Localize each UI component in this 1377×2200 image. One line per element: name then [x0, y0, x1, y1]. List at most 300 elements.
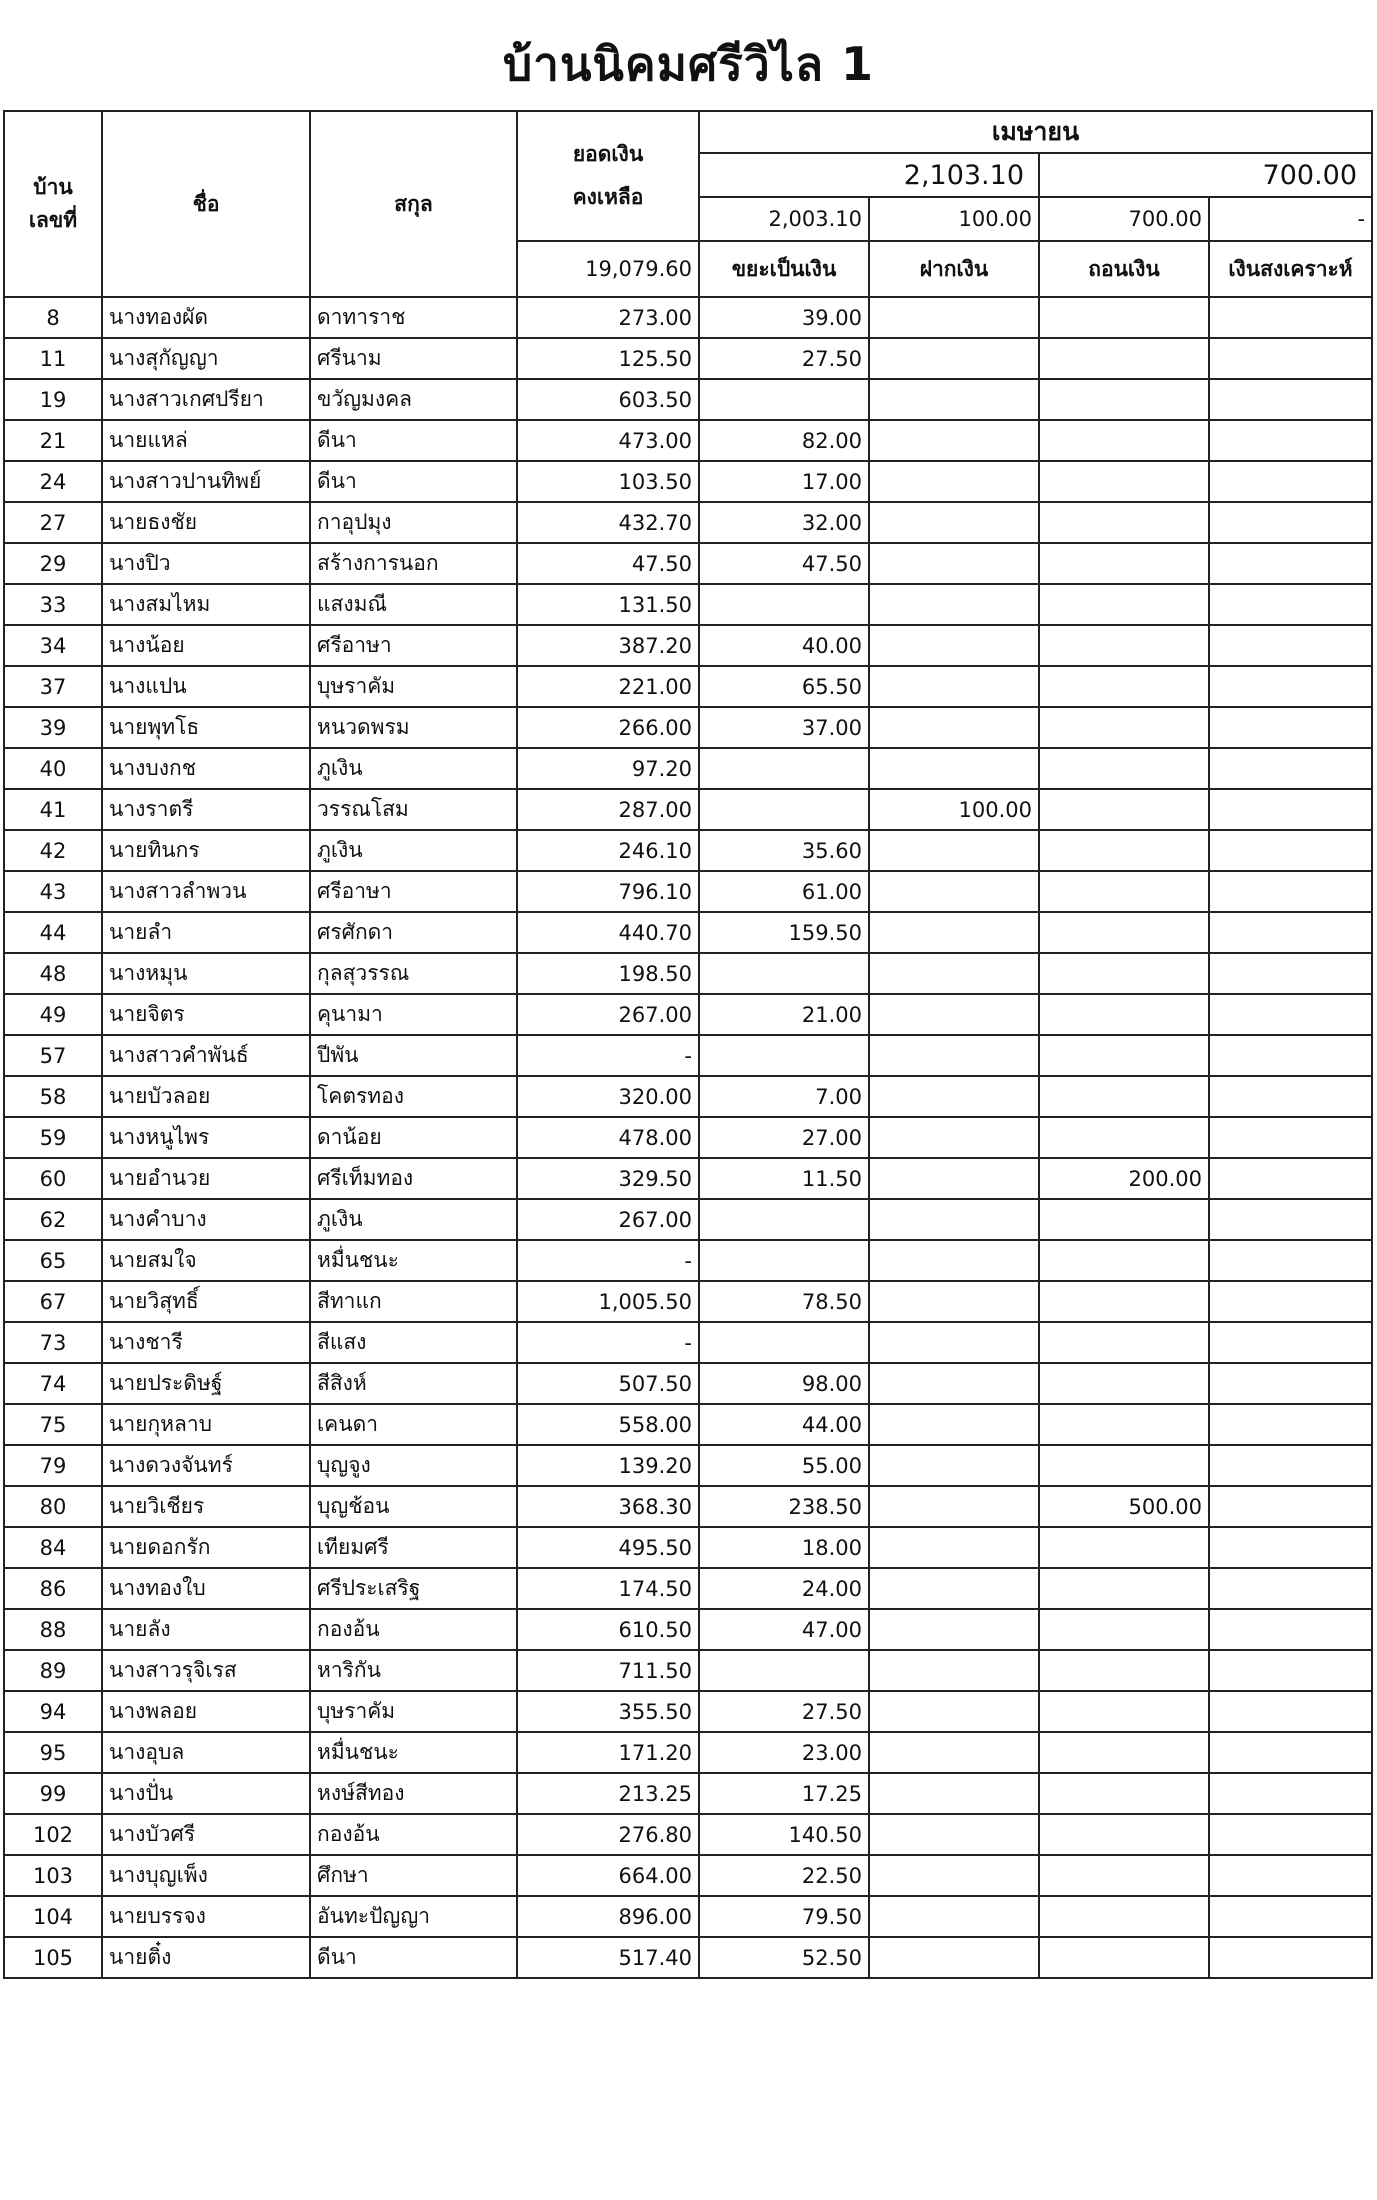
cell-welfare	[1209, 1486, 1372, 1527]
cell-welfare	[1209, 1322, 1372, 1363]
cell-deposit	[869, 1035, 1039, 1076]
cell-balance: 174.50	[517, 1568, 699, 1609]
cell-name: นางดวงจันทร์	[102, 1445, 310, 1486]
cell-name: นางชารี	[102, 1322, 310, 1363]
cell-welfare	[1209, 1691, 1372, 1732]
cell-balance: 246.10	[517, 830, 699, 871]
cell-welfare	[1209, 1076, 1372, 1117]
cell-name: นายแหล่	[102, 420, 310, 461]
cell-waste: 32.00	[699, 502, 869, 543]
cell-waste	[699, 1199, 869, 1240]
header-name: ชื่อ	[102, 111, 310, 297]
cell-surname: อันทะปัญญา	[310, 1896, 517, 1937]
header-month-total-right: 700.00	[1039, 153, 1372, 197]
cell-welfare	[1209, 543, 1372, 584]
cell-balance: 329.50	[517, 1158, 699, 1199]
cell-welfare	[1209, 871, 1372, 912]
cell-deposit	[869, 994, 1039, 1035]
cell-waste	[699, 379, 869, 420]
cell-name: นายประดิษฐ์	[102, 1363, 310, 1404]
cell-surname: ดาน้อย	[310, 1117, 517, 1158]
cell-surname: กุลสุวรรณ	[310, 953, 517, 994]
cell-waste: 27.50	[699, 1691, 869, 1732]
cell-withdraw	[1039, 1691, 1209, 1732]
cell-welfare	[1209, 1117, 1372, 1158]
cell-welfare	[1209, 1568, 1372, 1609]
cell-deposit: 100.00	[869, 789, 1039, 830]
cell-welfare	[1209, 666, 1372, 707]
cell-house-no: 58	[4, 1076, 102, 1117]
page-title: บ้านนิคมศรีวิไล 1	[502, 37, 875, 91]
cell-house-no: 27	[4, 502, 102, 543]
cell-withdraw	[1039, 994, 1209, 1035]
cell-surname: ภูเงิน	[310, 748, 517, 789]
cell-waste: 17.25	[699, 1773, 869, 1814]
cell-withdraw	[1039, 379, 1209, 420]
cell-surname: สีทาแก	[310, 1281, 517, 1322]
table-row	[4, 584, 1372, 625]
cell-name: นางราตรี	[102, 789, 310, 830]
cell-balance: 97.20	[517, 748, 699, 789]
cell-withdraw	[1039, 1199, 1209, 1240]
cell-house-no: 74	[4, 1363, 102, 1404]
cell-welfare	[1209, 584, 1372, 625]
header-house-no-line2: เลขที่	[28, 208, 78, 232]
cell-name: นางทองใบ	[102, 1568, 310, 1609]
cell-house-no: 84	[4, 1527, 102, 1568]
cell-deposit	[869, 1937, 1039, 1978]
cell-deposit	[869, 379, 1039, 420]
cell-welfare	[1209, 1240, 1372, 1281]
cell-surname: ศึกษา	[310, 1855, 517, 1896]
cell-waste: 17.00	[699, 461, 869, 502]
cell-surname: ศรศักดา	[310, 912, 517, 953]
cell-balance: -	[517, 1035, 699, 1076]
savings-ledger-table	[3, 110, 1373, 1979]
cell-name: นายสมใจ	[102, 1240, 310, 1281]
cell-name: นางสาวลำพวน	[102, 871, 310, 912]
cell-name: นายบัวลอย	[102, 1076, 310, 1117]
cell-name: นายบรรจง	[102, 1896, 310, 1937]
table-row	[4, 953, 1372, 994]
cell-withdraw	[1039, 1076, 1209, 1117]
cell-surname: ศรีอาษา	[310, 871, 517, 912]
cell-welfare	[1209, 1732, 1372, 1773]
cell-balance: 387.20	[517, 625, 699, 666]
cell-balance: 171.20	[517, 1732, 699, 1773]
cell-name: นางสาวปานทิพย์	[102, 461, 310, 502]
cell-name: นางหนูไพร	[102, 1117, 310, 1158]
cell-waste: 82.00	[699, 420, 869, 461]
cell-welfare	[1209, 1527, 1372, 1568]
cell-surname: หมื่นชนะ	[310, 1240, 517, 1281]
ledger-body	[4, 297, 1372, 1978]
cell-name: นางสาวคำพันธ์	[102, 1035, 310, 1076]
cell-waste: 27.50	[699, 338, 869, 379]
cell-balance: 273.00	[517, 297, 699, 338]
table-row	[4, 1568, 1372, 1609]
cell-name: นางสุกัญญา	[102, 338, 310, 379]
cell-name: นางอุบล	[102, 1732, 310, 1773]
cell-withdraw	[1039, 1240, 1209, 1281]
cell-waste: 47.00	[699, 1609, 869, 1650]
cell-name: นางบงกช	[102, 748, 310, 789]
cell-house-no: 99	[4, 1773, 102, 1814]
cell-waste: 79.50	[699, 1896, 869, 1937]
cell-welfare	[1209, 994, 1372, 1035]
cell-waste: 35.60	[699, 830, 869, 871]
cell-deposit	[869, 584, 1039, 625]
cell-surname: สีแสง	[310, 1322, 517, 1363]
cell-withdraw: 500.00	[1039, 1486, 1209, 1527]
cell-withdraw	[1039, 297, 1209, 338]
cell-withdraw	[1039, 871, 1209, 912]
cell-surname: สร้างการนอก	[310, 543, 517, 584]
cell-name: นายทินกร	[102, 830, 310, 871]
header-house-no	[4, 111, 102, 297]
cell-waste: 18.00	[699, 1527, 869, 1568]
cell-balance: 478.00	[517, 1117, 699, 1158]
cell-balance: 287.00	[517, 789, 699, 830]
cell-balance: 473.00	[517, 420, 699, 461]
cell-surname: แสงมณี	[310, 584, 517, 625]
cell-name: นางน้อย	[102, 625, 310, 666]
cell-withdraw	[1039, 1322, 1209, 1363]
cell-deposit	[869, 1527, 1039, 1568]
cell-name: นางทองผัด	[102, 297, 310, 338]
cell-deposit	[869, 1199, 1039, 1240]
table-row	[4, 420, 1372, 461]
cell-withdraw	[1039, 1609, 1209, 1650]
cell-waste: 11.50	[699, 1158, 869, 1199]
cell-surname: ภูเงิน	[310, 1199, 517, 1240]
cell-welfare	[1209, 338, 1372, 379]
cell-waste: 27.00	[699, 1117, 869, 1158]
table-row	[4, 1322, 1372, 1363]
header-house-no-line1: บ้าน	[33, 175, 73, 199]
cell-waste	[699, 1322, 869, 1363]
table-row	[4, 1732, 1372, 1773]
table-row	[4, 297, 1372, 338]
cell-balance: 796.10	[517, 871, 699, 912]
cell-waste: 24.00	[699, 1568, 869, 1609]
cell-surname: ศรีอาษา	[310, 625, 517, 666]
table-row	[4, 871, 1372, 912]
cell-waste: 44.00	[699, 1404, 869, 1445]
cell-balance: 896.00	[517, 1896, 699, 1937]
cell-waste: 61.00	[699, 871, 869, 912]
cell-deposit	[869, 1650, 1039, 1691]
table-row	[4, 1896, 1372, 1937]
cell-welfare	[1209, 297, 1372, 338]
cell-deposit	[869, 1445, 1039, 1486]
cell-name: นายธงชัย	[102, 502, 310, 543]
cell-house-no: 43	[4, 871, 102, 912]
cell-house-no: 95	[4, 1732, 102, 1773]
table-row	[4, 789, 1372, 830]
cell-balance: 664.00	[517, 1855, 699, 1896]
table-row	[4, 1240, 1372, 1281]
header-sub-welfare: -	[1209, 197, 1372, 241]
cell-waste	[699, 584, 869, 625]
cell-withdraw	[1039, 338, 1209, 379]
table-row	[4, 1527, 1372, 1568]
cell-withdraw	[1039, 420, 1209, 461]
cell-deposit	[869, 1855, 1039, 1896]
table-row	[4, 912, 1372, 953]
cell-balance: 432.70	[517, 502, 699, 543]
cell-waste	[699, 789, 869, 830]
cell-welfare	[1209, 1773, 1372, 1814]
cell-waste: 65.50	[699, 666, 869, 707]
cell-name: นางคำบาง	[102, 1199, 310, 1240]
cell-surname: ปีพัน	[310, 1035, 517, 1076]
cell-surname: บุษราคัม	[310, 1691, 517, 1732]
cell-welfare	[1209, 1158, 1372, 1199]
cell-deposit	[869, 1773, 1039, 1814]
cell-surname: บุญช้อน	[310, 1486, 517, 1527]
cell-balance: 711.50	[517, 1650, 699, 1691]
cell-balance: 125.50	[517, 338, 699, 379]
cell-house-no: 105	[4, 1937, 102, 1978]
cell-house-no: 49	[4, 994, 102, 1035]
cell-balance: 213.25	[517, 1773, 699, 1814]
cell-house-no: 86	[4, 1568, 102, 1609]
cell-surname: คุนามา	[310, 994, 517, 1035]
cell-deposit	[869, 297, 1039, 338]
cell-deposit	[869, 912, 1039, 953]
cell-balance: 517.40	[517, 1937, 699, 1978]
cell-withdraw	[1039, 543, 1209, 584]
cell-surname: บุญจูง	[310, 1445, 517, 1486]
cell-surname: ดีนา	[310, 420, 517, 461]
cell-waste: 238.50	[699, 1486, 869, 1527]
table-row	[4, 338, 1372, 379]
cell-withdraw	[1039, 1732, 1209, 1773]
cell-withdraw	[1039, 1527, 1209, 1568]
cell-withdraw	[1039, 666, 1209, 707]
cell-waste: 21.00	[699, 994, 869, 1035]
cell-name: นางสาวรุจิเรส	[102, 1650, 310, 1691]
cell-withdraw	[1039, 1650, 1209, 1691]
cell-waste	[699, 953, 869, 994]
cell-waste: 23.00	[699, 1732, 869, 1773]
cell-welfare	[1209, 912, 1372, 953]
cell-balance: 603.50	[517, 379, 699, 420]
cell-surname: ดาทาราช	[310, 297, 517, 338]
cell-house-no: 8	[4, 297, 102, 338]
cell-waste: 140.50	[699, 1814, 869, 1855]
cell-balance: 266.00	[517, 707, 699, 748]
header-month-total-left: 2,103.10	[699, 153, 1039, 197]
cell-house-no: 67	[4, 1281, 102, 1322]
cell-waste: 47.50	[699, 543, 869, 584]
table-row	[4, 666, 1372, 707]
cell-withdraw	[1039, 1855, 1209, 1896]
header-balance-line2: คงเหลือ	[572, 185, 644, 209]
cell-name: นายอำนวย	[102, 1158, 310, 1199]
cell-deposit	[869, 1240, 1039, 1281]
table-row	[4, 1117, 1372, 1158]
cell-name: นายจิตร	[102, 994, 310, 1035]
table-row	[4, 1773, 1372, 1814]
cell-balance: 103.50	[517, 461, 699, 502]
cell-name: นายลัง	[102, 1609, 310, 1650]
cell-welfare	[1209, 1199, 1372, 1240]
table-row	[4, 994, 1372, 1035]
cell-house-no: 41	[4, 789, 102, 830]
cell-withdraw	[1039, 1773, 1209, 1814]
cell-deposit	[869, 1896, 1039, 1937]
header-col-deposit: ฝากเงิน	[869, 241, 1039, 297]
cell-balance: -	[517, 1240, 699, 1281]
cell-balance: 507.50	[517, 1363, 699, 1404]
header-total-balance: 19,079.60	[517, 241, 699, 297]
table-row	[4, 1199, 1372, 1240]
cell-balance: 198.50	[517, 953, 699, 994]
cell-name: นายลำ	[102, 912, 310, 953]
cell-surname: เคนดา	[310, 1404, 517, 1445]
cell-house-no: 65	[4, 1240, 102, 1281]
cell-name: นายวิเชียร	[102, 1486, 310, 1527]
cell-balance: 320.00	[517, 1076, 699, 1117]
cell-house-no: 73	[4, 1322, 102, 1363]
cell-deposit	[869, 1363, 1039, 1404]
table-row	[4, 748, 1372, 789]
table-row	[4, 830, 1372, 871]
cell-welfare	[1209, 1937, 1372, 1978]
table-row	[4, 1609, 1372, 1650]
cell-withdraw	[1039, 912, 1209, 953]
cell-welfare	[1209, 502, 1372, 543]
cell-deposit	[869, 1158, 1039, 1199]
cell-house-no: 104	[4, 1896, 102, 1937]
cell-surname: สีสิงห์	[310, 1363, 517, 1404]
cell-withdraw	[1039, 748, 1209, 789]
table-row	[4, 1076, 1372, 1117]
cell-deposit	[869, 502, 1039, 543]
cell-welfare	[1209, 1445, 1372, 1486]
cell-deposit	[869, 625, 1039, 666]
cell-house-no: 33	[4, 584, 102, 625]
cell-withdraw	[1039, 1281, 1209, 1322]
cell-house-no: 34	[4, 625, 102, 666]
cell-waste	[699, 748, 869, 789]
cell-surname: กาอุปมุง	[310, 502, 517, 543]
cell-name: นายดอกรัก	[102, 1527, 310, 1568]
cell-deposit	[869, 830, 1039, 871]
cell-name: นางสาวเกศปรียา	[102, 379, 310, 420]
cell-name: นางแปน	[102, 666, 310, 707]
cell-deposit	[869, 543, 1039, 584]
cell-house-no: 11	[4, 338, 102, 379]
cell-welfare	[1209, 420, 1372, 461]
cell-deposit	[869, 1322, 1039, 1363]
cell-surname: ศรีนาม	[310, 338, 517, 379]
cell-house-no: 102	[4, 1814, 102, 1855]
cell-withdraw	[1039, 1937, 1209, 1978]
cell-balance: -	[517, 1322, 699, 1363]
cell-house-no: 48	[4, 953, 102, 994]
table-row	[4, 1650, 1372, 1691]
cell-name: นายวิสุทธิ์	[102, 1281, 310, 1322]
cell-deposit	[869, 461, 1039, 502]
cell-deposit	[869, 707, 1039, 748]
cell-surname: หงษ์สีทอง	[310, 1773, 517, 1814]
header-sub-withdraw: 700.00	[1039, 197, 1209, 241]
cell-house-no: 40	[4, 748, 102, 789]
table-row	[4, 1814, 1372, 1855]
cell-welfare	[1209, 1035, 1372, 1076]
cell-balance: 47.50	[517, 543, 699, 584]
cell-surname: หมื่นชนะ	[310, 1732, 517, 1773]
cell-withdraw	[1039, 1117, 1209, 1158]
cell-balance: 610.50	[517, 1609, 699, 1650]
cell-deposit	[869, 748, 1039, 789]
cell-name: นางพลอย	[102, 1691, 310, 1732]
cell-surname: กองอ้น	[310, 1609, 517, 1650]
table-row	[4, 1404, 1372, 1445]
cell-deposit	[869, 1691, 1039, 1732]
cell-balance: 440.70	[517, 912, 699, 953]
cell-surname: ขวัญมงคล	[310, 379, 517, 420]
cell-surname: โคตรทอง	[310, 1076, 517, 1117]
cell-balance: 1,005.50	[517, 1281, 699, 1322]
cell-welfare	[1209, 1814, 1372, 1855]
table-row	[4, 625, 1372, 666]
cell-welfare	[1209, 789, 1372, 830]
cell-name: นางสมไหม	[102, 584, 310, 625]
cell-deposit	[869, 1609, 1039, 1650]
cell-withdraw	[1039, 1404, 1209, 1445]
cell-withdraw	[1039, 1814, 1209, 1855]
cell-waste: 40.00	[699, 625, 869, 666]
cell-house-no: 42	[4, 830, 102, 871]
table-row	[4, 543, 1372, 584]
cell-surname: เทียมศรี	[310, 1527, 517, 1568]
cell-balance: 267.00	[517, 1199, 699, 1240]
table-row	[4, 707, 1372, 748]
cell-deposit	[869, 1404, 1039, 1445]
header-balance	[517, 111, 699, 241]
cell-name: นายกุหลาบ	[102, 1404, 310, 1445]
table-row	[4, 1363, 1372, 1404]
cell-surname: บุษราคัม	[310, 666, 517, 707]
cell-waste	[699, 1035, 869, 1076]
cell-welfare	[1209, 1650, 1372, 1691]
header-surname: สกุล	[310, 111, 517, 297]
cell-name: นายติ๋ง	[102, 1937, 310, 1978]
cell-house-no: 29	[4, 543, 102, 584]
cell-house-no: 21	[4, 420, 102, 461]
cell-deposit	[869, 1076, 1039, 1117]
cell-surname: ศรีประเสริฐ	[310, 1568, 517, 1609]
cell-surname: กองอ้น	[310, 1814, 517, 1855]
cell-welfare	[1209, 461, 1372, 502]
cell-welfare	[1209, 1855, 1372, 1896]
cell-house-no: 80	[4, 1486, 102, 1527]
table-row	[4, 1445, 1372, 1486]
header-sub-waste: 2,003.10	[699, 197, 869, 241]
header-col-withdraw: ถอนเงิน	[1039, 241, 1209, 297]
cell-waste	[699, 1240, 869, 1281]
cell-balance: 221.00	[517, 666, 699, 707]
cell-welfare	[1209, 625, 1372, 666]
header-sub-deposit: 100.00	[869, 197, 1039, 241]
cell-house-no: 39	[4, 707, 102, 748]
cell-waste: 39.00	[699, 297, 869, 338]
cell-withdraw	[1039, 461, 1209, 502]
